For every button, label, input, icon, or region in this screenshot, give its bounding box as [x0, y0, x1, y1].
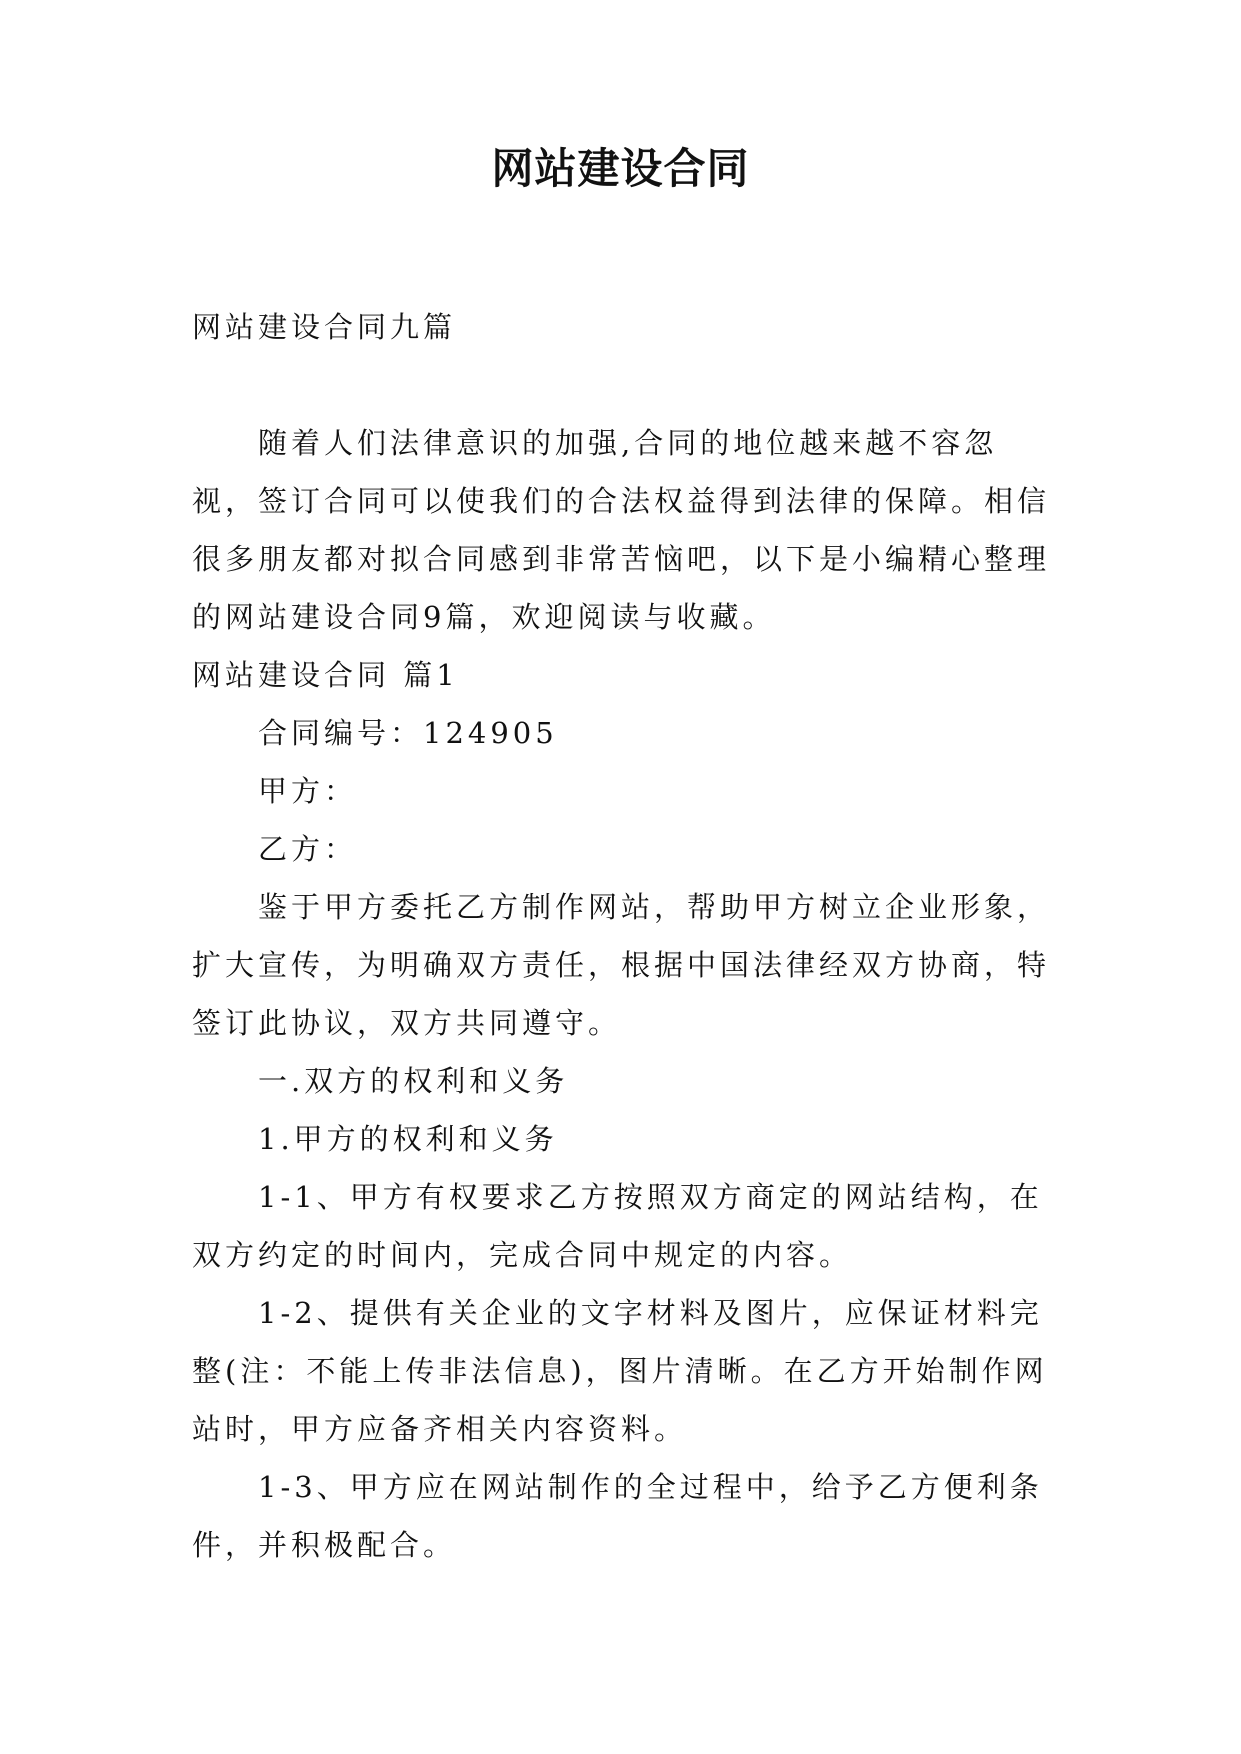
document-body	[192, 298, 1052, 1574]
clause-item-1-3: 1-3、甲方应在网站制作的全过程中，给予乙方便利条件，并积极配合。	[192, 1470, 1043, 1562]
contract-number: 合同编号：124905	[258, 716, 558, 750]
clause-item-1-1: 1-1、甲方有权要求乙方按照双方商定的网站结构，在双方约定的时间内，完成合同中规定的内容。	[192, 1180, 1043, 1272]
party-b-label: 乙方：	[258, 832, 358, 866]
document-title: 网站建设合同	[491, 144, 750, 193]
document-subtitle: 网站建设合同九篇	[192, 310, 457, 344]
intro-paragraph: 随着人们法律意识的加强,合同的地位越来越不容忽视，签订合同可以使我们的合法权益得到法律的保障。相信很多朋友都对拟合同感到非常苦恼吧，以下是小编精心整理的网站建设合同9篇，欢迎阅读与收藏。	[192, 426, 1051, 634]
preamble-paragraph: 鉴于甲方委托乙方制作网站，帮助甲方树立企业形象，扩大宣传，为明确双方责任，根据中国法律经双方协商，特签订此协议，双方共同遵守。	[192, 890, 1051, 1040]
subclause-heading: 1.甲方的权利和义务	[258, 1122, 558, 1156]
party-a-label: 甲方：	[258, 774, 358, 808]
section-heading: 网站建设合同 篇1	[192, 658, 459, 692]
clause-heading: 一.双方的权利和义务	[258, 1064, 569, 1098]
clause-item-1-2: 1-2、提供有关企业的文字材料及图片，应保证材料完整(注：不能上传非法信息)，图片清晰。在乙方开始制作网站时，甲方应备齐相关内容资料。	[192, 1296, 1048, 1446]
